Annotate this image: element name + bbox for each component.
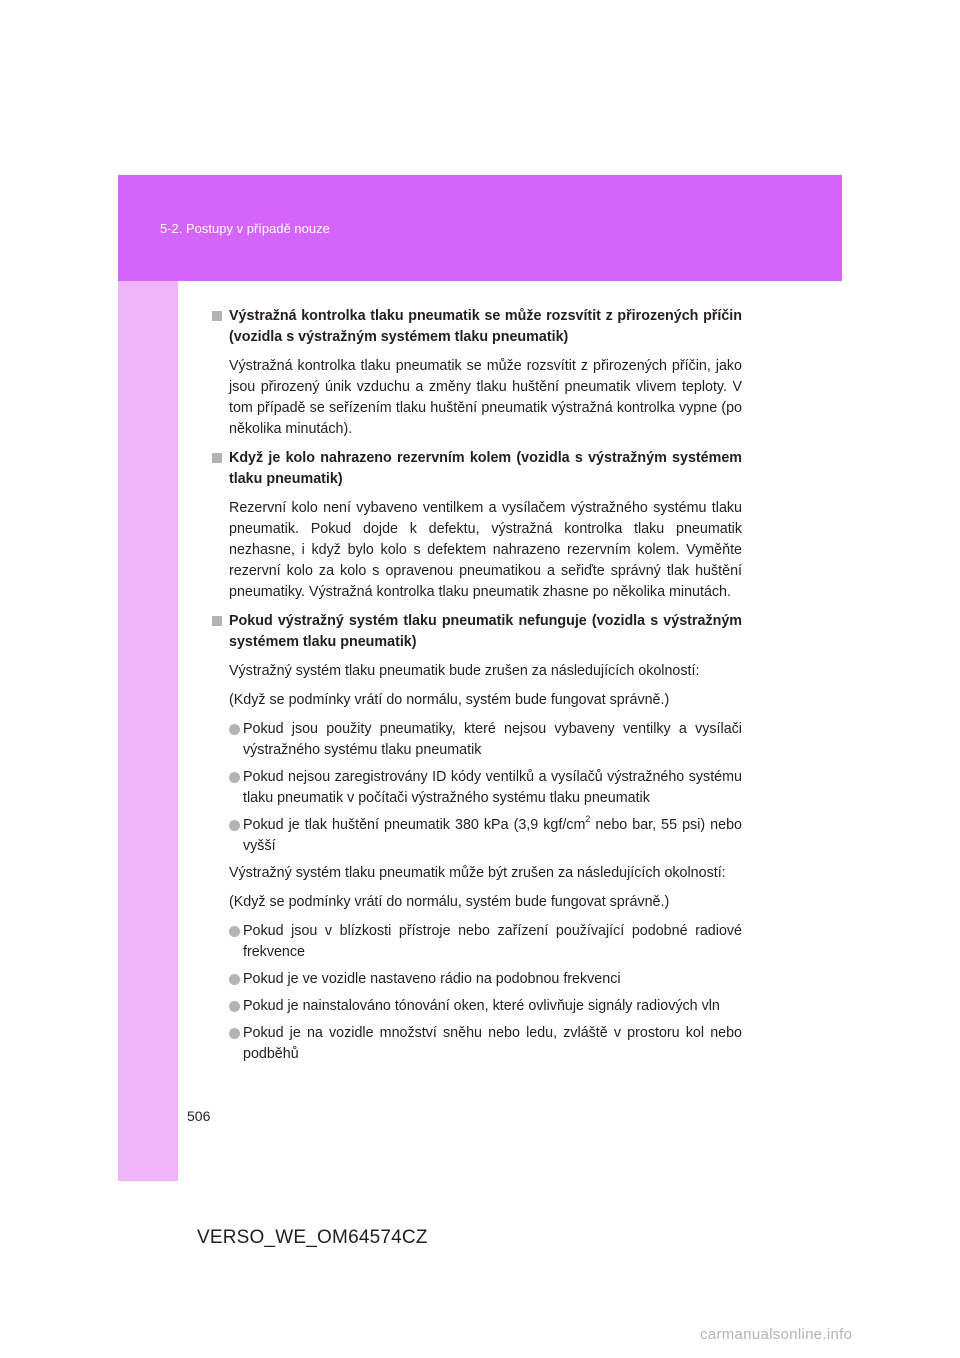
round-bullet-icon [229, 1028, 240, 1039]
list-item: Pokud nejsou zaregistrovány ID kódy ventilků a vysílačů výstražného systému tlaku pneumatik v počítači výstražného systému tlaku pneumatik [229, 767, 742, 809]
paragraph: Rezervní kolo není vybaveno ventilkem a vysílačem výstražného systému tlaku pneumatik. Pokud dojde k defektu, výstražná kontrolka tlaku pneumatik nezhasne, i když bylo kolo s defektem nahrazeno rezervním kolem. Vyměňte rezervní kolo za kolo s opravenou pneumatikou a seřiďte správný tlak huštění pneumatiky. Výstražná kontrolka tlaku pneumatik zhasne po několika minutách. [229, 500, 742, 600]
page-content [212, 306, 742, 1071]
page-number: 506 [187, 1108, 211, 1124]
section-heading: Pokud výstražný systém tlaku pneumatik nefunguje (vozidla s výstražným systémem tlaku pneumatik) [212, 611, 742, 653]
side-band [118, 175, 178, 1181]
document-code: VERSO_WE_OM64574CZ [197, 1227, 428, 1248]
round-bullet-icon [229, 974, 240, 985]
list-item: Pokud je tlak huštění pneumatik 380 kPa (3,9 kgf/$cm^2$ nebo bar, 55 psi) nebo vyšší [229, 815, 742, 857]
paragraph: (Když se podmínky vrátí do normálu, systém bude fungovat správně.) [229, 692, 670, 708]
round-bullet-icon [229, 772, 240, 783]
paragraph: Výstražný systém tlaku pneumatik může být zrušen za následujících okolností: [229, 865, 726, 881]
section-title: 5-2. Postupy v případě nouze [160, 221, 330, 236]
round-bullet-icon [229, 926, 240, 937]
list-item: Pokud je na vozidle množství sněhu nebo ledu, zvláště v prostoru kol nebo podběhů [229, 1023, 742, 1065]
paragraph: Výstražný systém tlaku pneumatik bude zrušen za následujících okolností: [229, 663, 700, 679]
list-item: Pokud jsou v blízkosti přístroje nebo zařízení používající podobné radiové frekvence [229, 921, 742, 963]
paragraph: (Když se podmínky vrátí do normálu, systém bude fungovat správně.) [229, 894, 670, 910]
round-bullet-icon [229, 820, 240, 831]
watermark-text[interactable]: carmanualsonline.info [700, 1326, 853, 1343]
section-heading: Když je kolo nahrazeno rezervním kolem (vozidla s výstražným systémem tlaku pneumatik) [212, 448, 742, 490]
round-bullet-icon [229, 724, 240, 735]
paragraph: Výstražná kontrolka tlaku pneumatik se může rozsvítit z přirozených příčin, jako jsou přirozený únik vzduchu a změny tlaku huštění pneumatik vlivem teploty. V tom případě se seřízením tlaku huštění pneumatik výstražná kontrolka vypne (po několika minutách). [229, 358, 742, 437]
list-item: Pokud je nainstalováno tónování oken, které ovlivňuje signály radiových vln [229, 996, 742, 1017]
square-bullet-icon [212, 311, 222, 321]
square-bullet-icon [212, 453, 222, 463]
square-bullet-icon [212, 616, 222, 626]
round-bullet-icon [229, 1001, 240, 1012]
list-item: Pokud jsou použity pneumatiky, které nejsou vybaveny ventilky a vysílači výstražného systému tlaku pneumatik [229, 719, 742, 761]
section-heading: Výstražná kontrolka tlaku pneumatik se může rozsvítit z přirozených příčin (vozidla s výstražným systémem tlaku pneumatik) [212, 306, 742, 348]
list-item: Pokud je ve vozidle nastaveno rádio na podobnou frekvenci [229, 969, 742, 990]
